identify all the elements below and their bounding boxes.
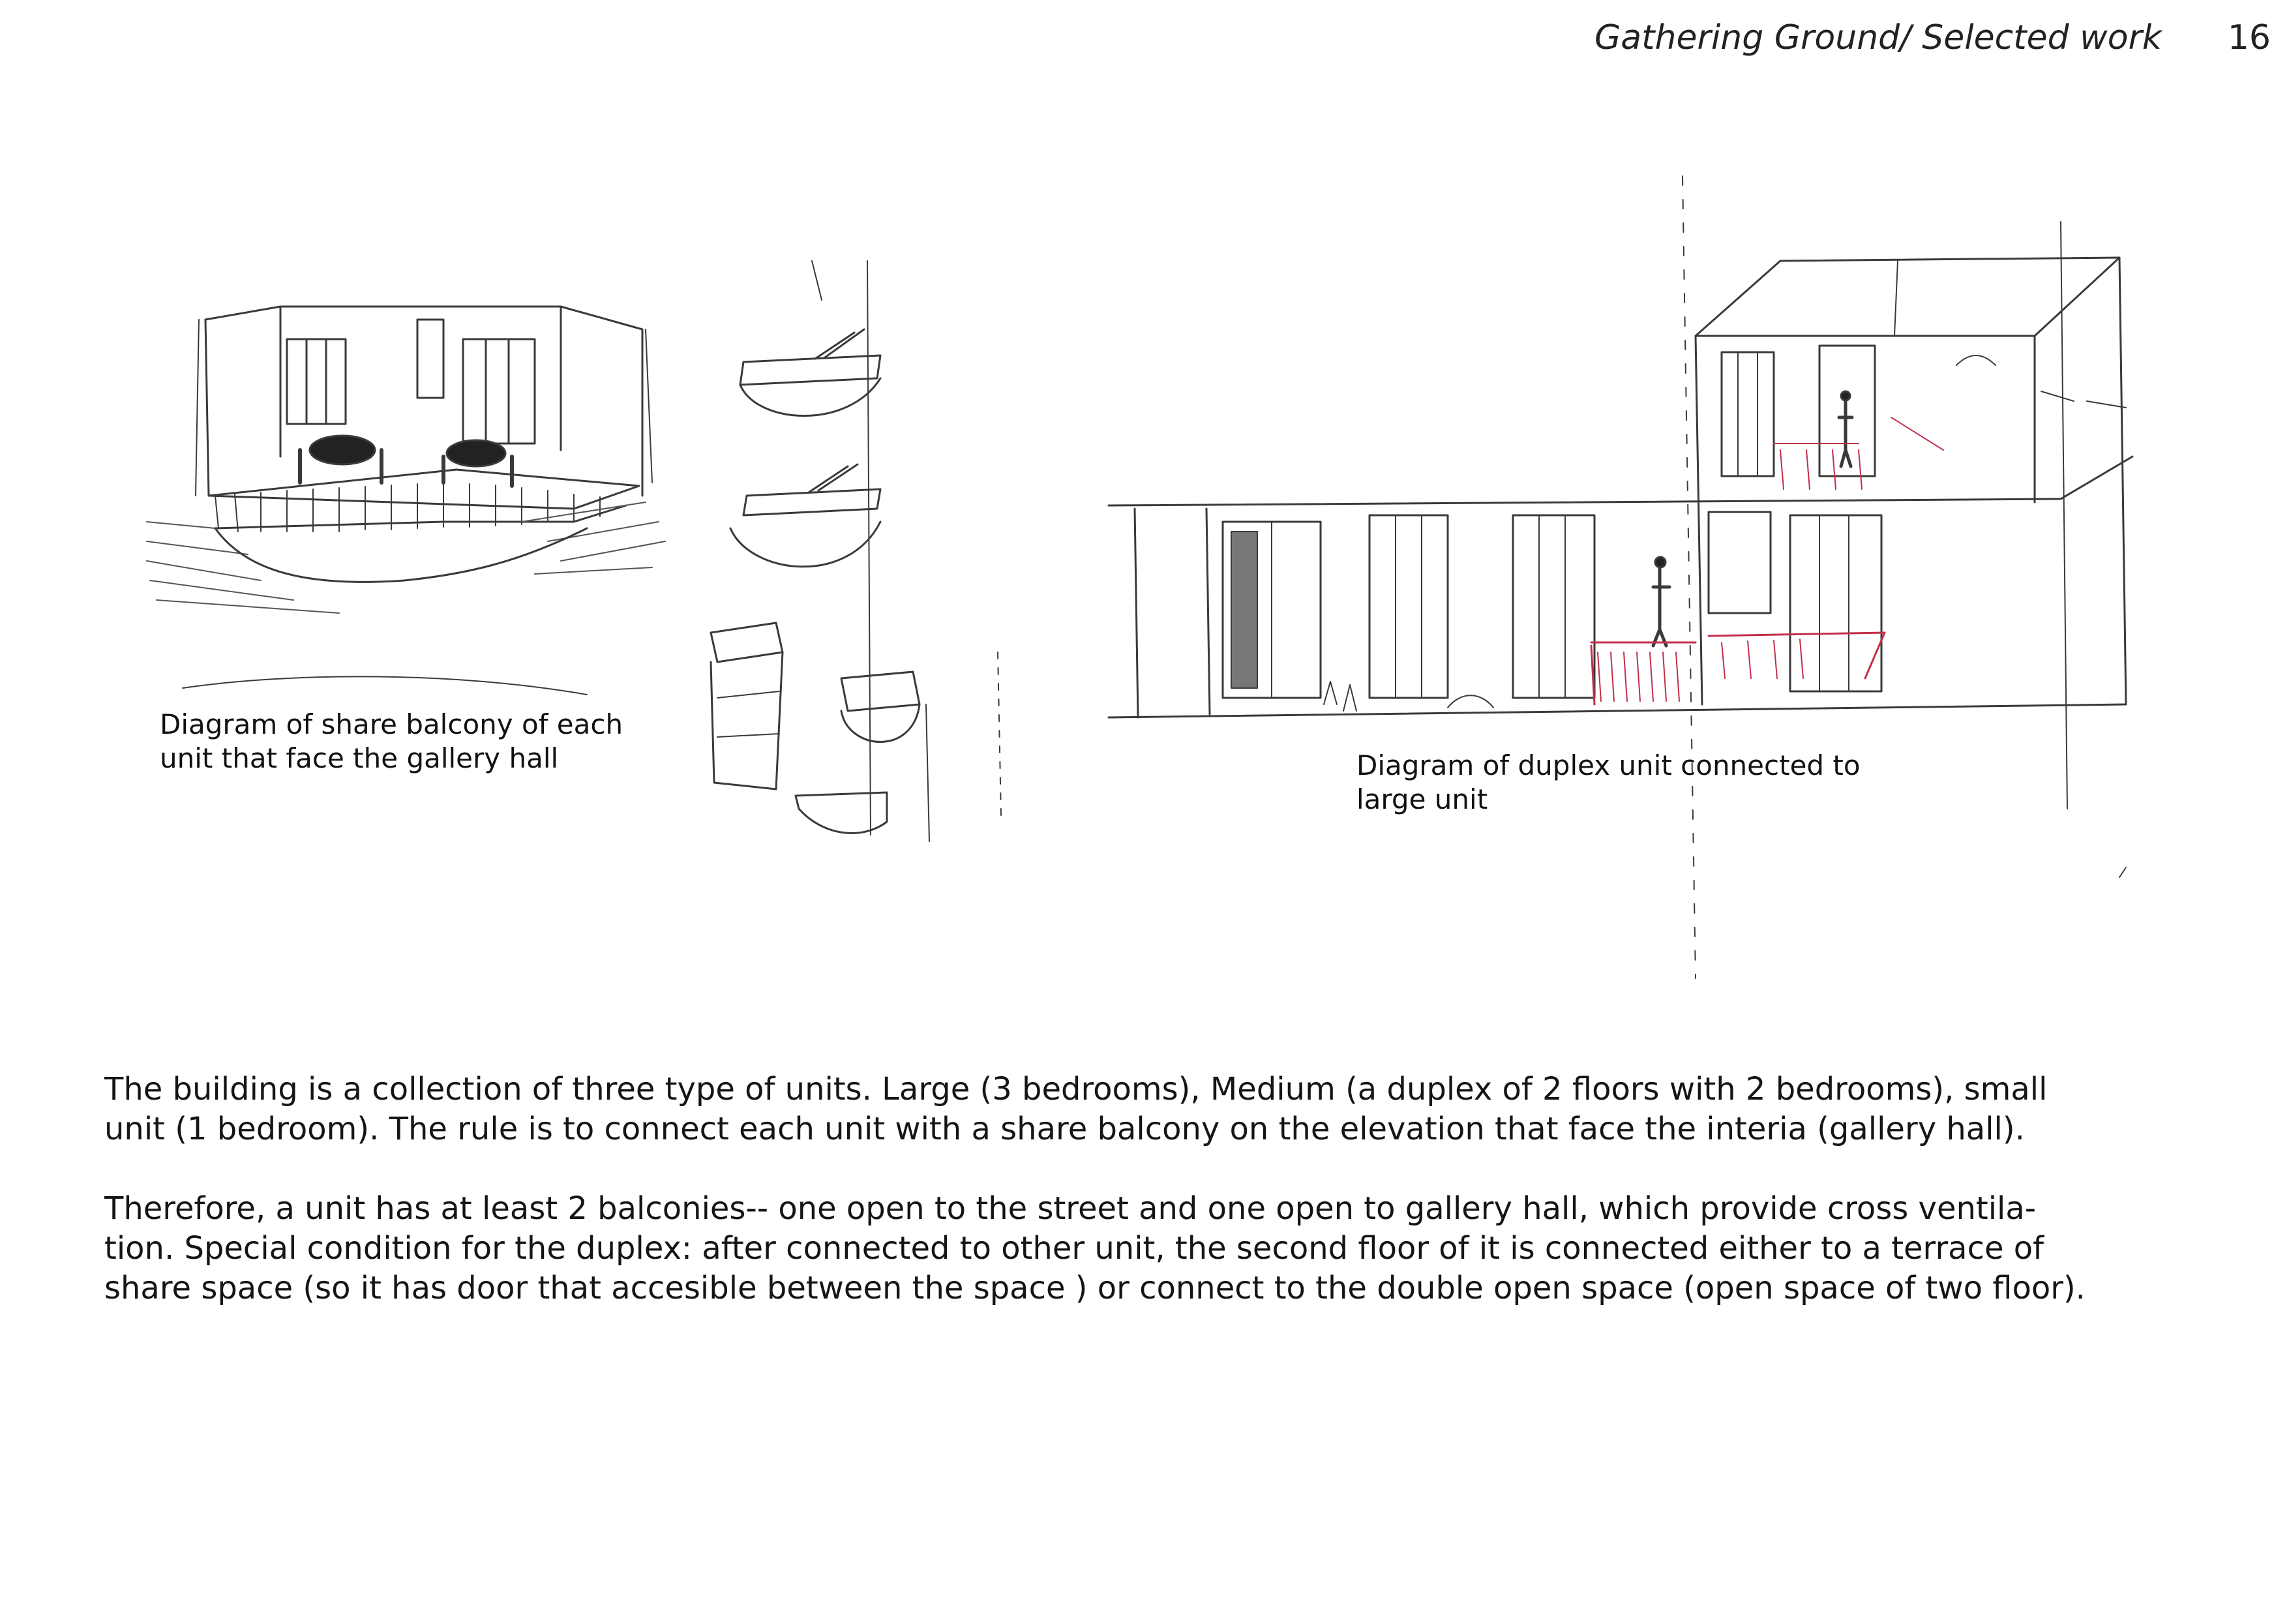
document-title: Gathering Ground/ Selected work xyxy=(1594,18,2162,57)
caption-line: Diagram of share balcony of each xyxy=(160,708,623,740)
duplex-sketch xyxy=(1109,176,2132,978)
paragraph xyxy=(104,1189,2204,1308)
paragraph xyxy=(104,1070,2204,1149)
figure-caption-balcony xyxy=(160,708,623,775)
paragraph-line: The building is a collection of three type of units. Large (3 bedrooms), Medium (a duplex of 2 floors with 2 bedrooms), small xyxy=(104,1071,2048,1107)
paragraph-line: Therefore, a unit has at least 2 balconies-- one open to the street and one open to gallery hall, which provide cross ventila- xyxy=(104,1190,2037,1227)
balcony-studies-sketch xyxy=(711,261,1001,841)
page-number: 16 xyxy=(2227,18,2271,57)
body-text xyxy=(104,1070,2204,1348)
paragraph-line: tion. Special condition for the duplex: after connected to other unit, the second floor of it is connected either to a terrace of xyxy=(104,1230,2044,1267)
caption-line: Diagram of duplex unit connected to xyxy=(1356,749,1861,781)
caption-line: large unit xyxy=(1356,783,1488,815)
red-railings xyxy=(1591,417,1943,704)
figure-caption-duplex xyxy=(1356,749,1861,817)
paragraph-line: unit (1 bedroom). The rule is to connect each unit with a share balcony on the elevation that face the interia (gallery hall). xyxy=(104,1111,2025,1147)
balcony-sketch xyxy=(147,307,665,695)
caption-line: unit that face the gallery hall xyxy=(160,742,559,774)
paragraph-line: share space (so it has door that accesible between the space ) or connect to the double open space (open space of two floor). xyxy=(104,1270,2086,1306)
